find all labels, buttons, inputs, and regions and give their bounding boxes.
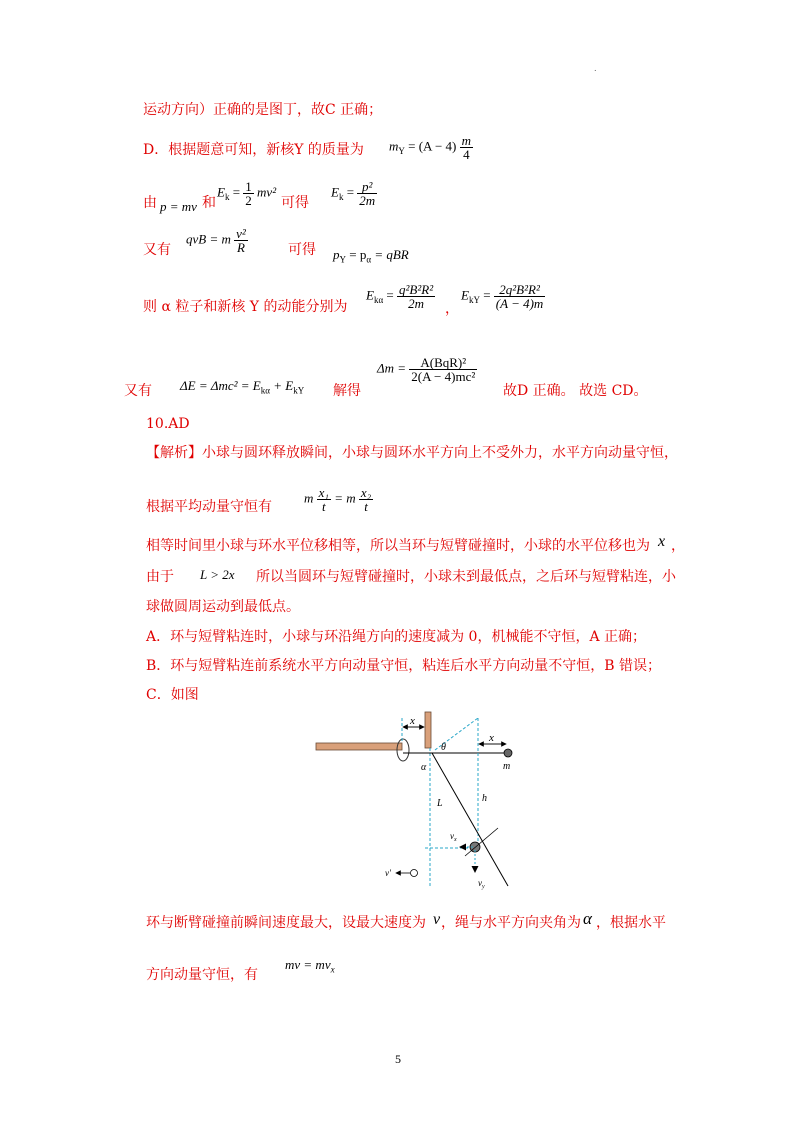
formula-ek-half: $E_k$ = $\frac{1}{2}$ mv² [217,179,277,208]
physics-figure [310,706,525,891]
analysis-line-2: 根据平均动量守恒有 [146,499,272,515]
formula-v: v [433,911,441,928]
short-arm [425,712,431,748]
ball [504,749,512,757]
label-theta: θ [441,742,446,753]
rod [316,743,402,750]
analysis-line-6b: ，绳与水平方向夹角为 [441,915,581,931]
formula-alpha: α [583,909,592,928]
analysis-line-1: 【解析】小球与圆环释放瞬间，小球与圆环水平方向上不受外力，水平方向动量守恒， [146,445,678,461]
page-mark: . [594,64,597,73]
label-x-right: x [489,732,494,744]
text-line-5: 则 α 粒子和新核 Y 的动能分别为 [143,299,348,315]
formula-x: x [658,533,666,550]
text-line-6a: 又有 [124,383,152,399]
formula-pY: $p_Y = p_\alpha$ = qBR [333,247,409,265]
text-line-6b: 解得 [333,383,361,399]
label-m: m [503,761,511,772]
analysis-line-5: 球做圆周运动到最低点。 [146,599,300,615]
formula-dE: $\Delta E = \Delta mc^2 = E_{k\alpha} + E_{kY}$ [180,378,305,396]
text-line-1: 运动方向）正确的是图丁，故C 正确； [143,102,383,118]
formula-dm: Δm = $\frac{\text{A(BqR)²}}{\text{2(A − 4)mc²}}$ [377,355,476,384]
label-vprime: v′ [385,868,391,878]
formula-momentum: mv = $mv_x$ [285,957,335,975]
text-line-4a: 又有 [143,242,171,258]
text-line-3b: 和 [202,195,216,211]
analysis-line-6a: 环与断臂碰撞前瞬间速度最大，设最大速度为 [146,915,426,931]
formula-ek-alpha: $E_{k\alpha}$ = $\frac{\text{q²B²R²}}{2m}$ [366,282,434,311]
text-line-5-comma: ， [445,301,459,317]
analysis-line-4b: 所以当圆环与短臂碰撞时，小球未到最低点，之后环与短臂粘连，小 [256,569,676,585]
label-L: L [437,798,443,809]
formula-ek-p: $E_k$ = $\frac{\text{p²}}{2m}$ [331,179,376,208]
label-x-top: x [410,715,415,727]
label-h: h [482,793,487,804]
formula-L-2x: L > 2x [200,567,235,582]
text-line-6c: 故D 正确。 故选 CD。 [503,383,648,399]
page-number: 5 [395,1052,401,1066]
analysis-line-3: 相等时间里小球与环水平位移相等，所以当环与短臂碰撞时，小球的水平位移也为 [146,538,650,554]
label-alpha: α [421,762,427,773]
text-line-3a: 由 [143,195,157,211]
formula-mY: $m_Y = (A - 4)$ $\frac{m}{4}$ [389,133,472,162]
question-answer: 10.AD [146,416,190,432]
option-b: B．环与短臂粘连前系统水平方向动量守恒，粘连后水平方向动量不守恒，B 错误； [146,658,662,674]
formula-ek-Y: $E_{kY}$ = $\frac{\text{2q²B²R²}}{(A - 4)m}$ [461,282,544,311]
text-line-4b: 可得 [288,242,316,258]
analysis-line-7: 方向动量守恒，有 [146,967,258,983]
formula-p-mv: p = mv [160,199,197,214]
analysis-line-3-comma: ， [671,538,685,554]
formula-qvB: qvB = m $\frac{\text{v²}}{R}$ [186,226,246,255]
formula-average-momentum: m $\frac{\text{x₁}}{t}$ = m $\frac{\text{x₂}}{t}$ [304,485,372,514]
text-line-3c: 可得 [281,195,309,211]
analysis-line-4a: 由于 [146,569,174,585]
option-c: C．如图 [146,687,199,703]
analysis-line-6c: ，根据水平 [596,915,666,931]
option-a: A．环与短臂粘连时，小球与环沿绳方向的速度减为 0，机械能不守恒，A 正确； [146,629,647,645]
label-vx: $v_x$ [450,831,457,843]
text-line-2: D．根据题意可知，新核Y 的质量为 [143,142,364,158]
label-vy: $v_y$ [478,878,485,890]
